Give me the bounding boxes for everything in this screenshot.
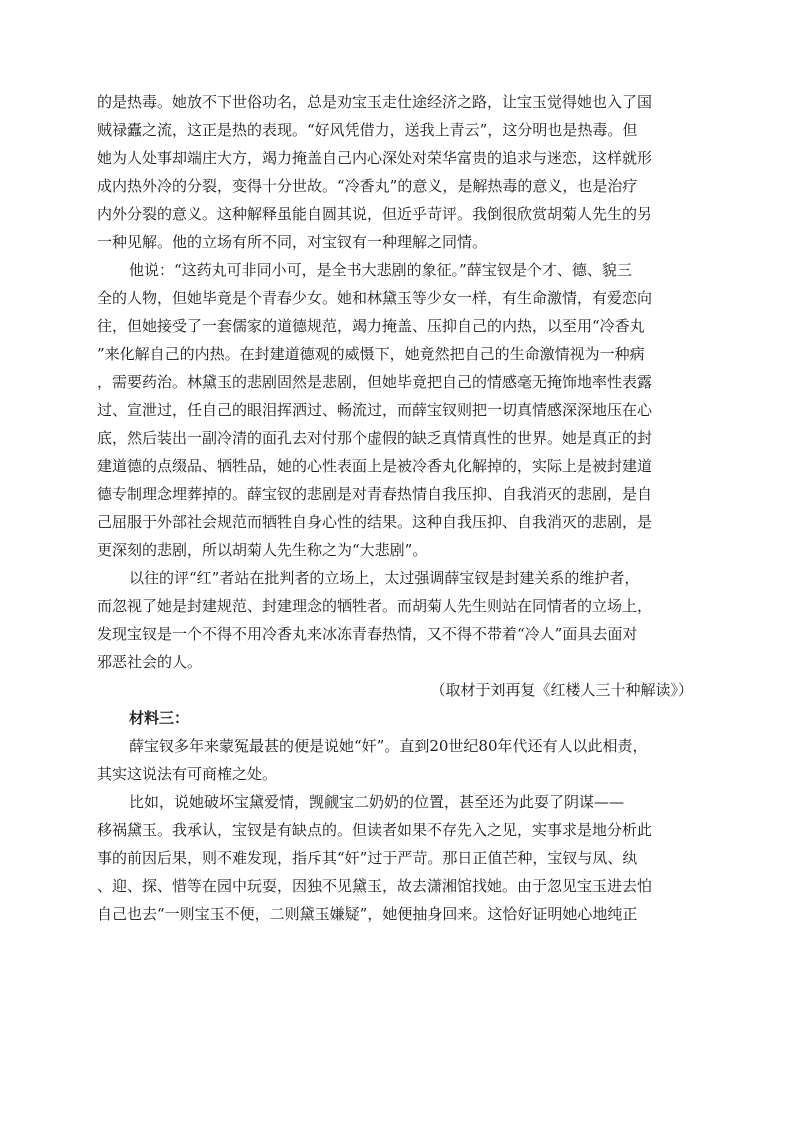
text-line: 、迎、探、惜等在园中玩耍，因独不见黛玉，故去潇湘馆找她。由于忽见宝玉进去怕 [97, 877, 653, 895]
text-line: ”来化解自己的内热。在封建道德观的威慑下，她竟然把自己的生命激情视为一种病 [97, 345, 645, 363]
text-line: 一种见解。他的立场有所不同，对宝钗有一种理解之同情。 [97, 233, 488, 251]
text-line: 而忽视了她是封建规范、封建理念的牺牲者。而胡菊人先生则站在同情者的立场上， [97, 597, 653, 615]
text-line: 其实这说法有可商榷之处。 [97, 765, 278, 783]
text-line: 发现宝钗是一个不得不用冷香丸来冰冻青春热情，又不得不带着“冷人”面具去面对 [97, 625, 638, 643]
text-line: 成内热外冷的分裂，变得十分世故。“冷香丸”的意义，是解热毒的意义，也是治疗 [97, 177, 638, 195]
paragraph-5 [97, 788, 697, 928]
text-line: 移祸黛玉。我承认，宝钗是有缺点的。但读者如果不存先入之见，实事求是地分析此 [97, 821, 653, 839]
text-line: 她为人处事却端庄大方，竭力掩盖自己内心深处对荣华富贵的追求与迷恋，这样就形 [97, 149, 653, 167]
text-line: 己屈服于外部社会规范而牺牲自身心性的结果。这种自我压抑、自我消灭的悲剧，是 [97, 513, 653, 531]
text-line: 邪恶社会的人。 [97, 653, 203, 671]
text-line: 全的人物，但她毕竟是个青春少女。她和林黛玉等少女一样，有生命激情，有爱恋向 [97, 289, 653, 307]
paragraph-1 [97, 88, 697, 256]
text-line: 底，然后装出一副冷清的面孔去对付那个虚假的缺乏真情真性的世界。她是真正的封 [97, 429, 653, 447]
document-body [97, 88, 697, 928]
paragraph-2 [97, 256, 697, 564]
text-line: 以往的评“红”者站在批判者的立场上，太过强调薛宝钗是封建关系的维护者， [129, 569, 640, 587]
text-line: 事的前因后果，则不难发现，指斥其“奸”过于严苛。那日正值芒种，宝钗与凤、纨 [97, 849, 638, 867]
text-line: 贼禄蠹之流，这正是热的表现。“好风凭借力，送我上青云”，这分明也是热毒。但 [97, 121, 638, 139]
text-line: 自己也去“一则宝玉不便，二则黛玉嫌疑”，她便抽身回来。这恰好证明她心地纯正 [97, 905, 638, 923]
text-line: 德专制理念埋葬掉的。薛宝钗的悲剧是对青春热情自我压抑、自我消灭的悲剧，是自 [97, 485, 653, 503]
text-line: 他说：“这药丸可非同小可，是全书大悲剧的象征。”薛宝钗是个才、德、貌三 [129, 261, 632, 279]
paragraph-4 [97, 732, 697, 788]
text-line: 过、宣泄过，任自己的眼泪挥洒过、畅流过，而薛宝钗则把一切真情感深深地压在心 [97, 401, 653, 419]
text-line: ，需要药治。林黛玉的悲剧固然是悲剧，但她毕竟把自己的情感毫无掩饰地率性表露 [97, 373, 653, 391]
text-line: 更深刻的悲剧，所以胡菊人先生称之为“大悲剧”。 [97, 541, 428, 559]
source-citation: （取材于刘再复《红楼人三十种解读》） [430, 681, 693, 699]
text-line: 内外分裂的意义。这种解释虽能自圆其说，但近乎苛评。我倒很欣赏胡菊人先生的另 [97, 205, 653, 223]
section-heading: 材料三： [129, 709, 190, 727]
text-line: 薛宝钗多年来蒙冤最甚的便是说她“奸”。直到20世纪80年代还有人以此相责， [129, 737, 648, 755]
text-line: 的是热毒。她放不下世俗功名，总是劝宝玉走仕途经济之路，让宝玉觉得她也入了国 [97, 93, 653, 111]
text-line: 建道德的点缀品、牺牲品，她的心性表面上是被冷香丸化解掉的，实际上是被封建道 [97, 457, 653, 475]
paragraph-3 [97, 564, 697, 676]
text-line: 比如，说她破坏宝黛爱情，觊觎宝二奶奶的位置，甚至还为此耍了阴谋—— [129, 793, 625, 811]
text-line: 往，但她接受了一套儒家的道德规范，竭力掩盖、压抑自己的内热，以至用“冷香丸 [97, 317, 645, 335]
